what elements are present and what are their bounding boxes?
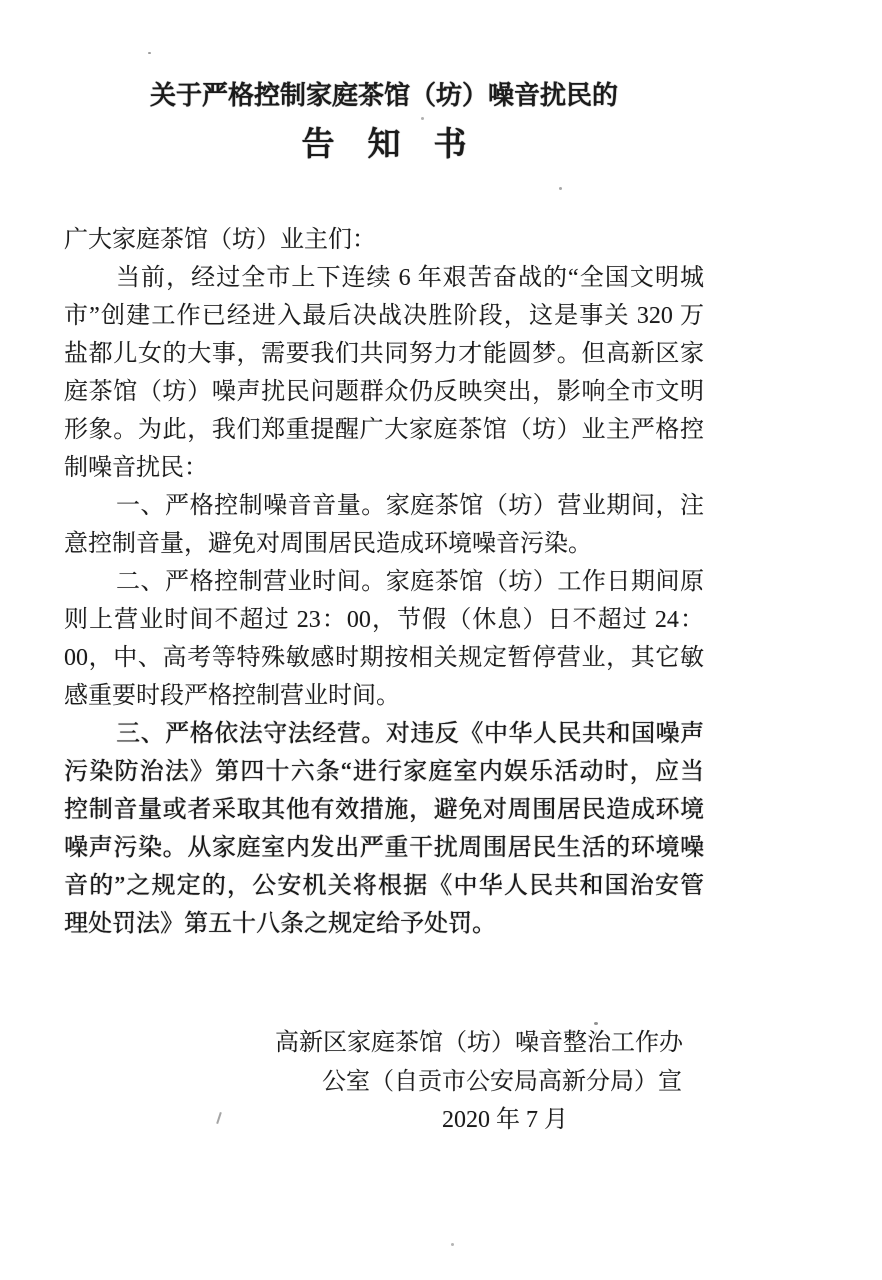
salutation-line: 广大家庭茶馆（坊）业主们：: [64, 227, 376, 253]
body-line-item-1: 一、严格控制噪音音量。家庭茶馆（坊）营业期间，注: [116, 493, 704, 519]
scan-speck: [148, 52, 151, 54]
scan-speck: [421, 117, 424, 120]
body-line: 市”创建工作已经进入最后决战决胜阶段，这是事关 320 万: [64, 303, 704, 329]
body-line: 当前，经过全市上下连续 6 年艰苦奋战的“全国文明城: [116, 265, 704, 291]
scan-speck: [451, 1243, 454, 1246]
notice-subject-title: 关于严格控制家庭茶馆（坊）噪音扰民的: [149, 81, 618, 110]
body-line: 制噪音扰民：: [64, 455, 208, 481]
body-line: 则上营业时间不超过 23：00，节假（休息）日不超过 24：: [64, 607, 704, 633]
body-line: 污染防治法》第四十六条“进行家庭室内娱乐活动时，应当: [64, 759, 704, 785]
body-line: 盐都儿女的大事，需要我们共同努力才能圆梦。但高新区家: [64, 341, 704, 367]
body-line: 庭茶馆（坊）噪声扰民问题群众仍反映突出，影响全市文明: [64, 379, 704, 405]
body-line: 控制音量或者采取其他有效措施，避免对周围居民造成环境: [64, 797, 704, 823]
body-line: 形象。为此，我们郑重提醒广大家庭茶馆（坊）业主严格控: [64, 417, 704, 443]
page-title: 告 知 书: [301, 127, 467, 163]
signature-line-1: 高新区家庭茶馆（坊）噪音整治工作办: [275, 1030, 683, 1056]
body-line-item-3: 三、严格依法守法经营。对违反《中华人民共和国噪声: [116, 721, 704, 747]
signature-line-2: 公室（自贡市公安局高新分局）宣: [322, 1069, 682, 1095]
scan-speck: [216, 1112, 222, 1124]
body-line: 感重要时段严格控制营业时间。: [64, 683, 400, 709]
notice-body: [64, 221, 704, 943]
body-line: 意控制音量，避免对周围居民造成环境噪音污染。: [64, 531, 592, 557]
scan-speck: [594, 1022, 598, 1025]
body-line: 理处罚法》第五十八条之规定给予处罚。: [64, 911, 496, 937]
body-line-item-2: 二、严格控制营业时间。家庭茶馆（坊）工作日期间原: [116, 569, 704, 595]
body-line: 音的”之规定的，公安机关将根据《中华人民共和国治安管: [64, 873, 704, 899]
signature-date: 2020 年 7 月: [442, 1107, 568, 1133]
body-line: 噪声污染。从家庭室内发出严重干扰周围居民生活的环境噪: [64, 835, 704, 861]
body-line: 00，中、高考等特殊敏感时期按相关规定暂停营业，其它敏: [64, 645, 704, 671]
scan-speck: [559, 187, 562, 190]
